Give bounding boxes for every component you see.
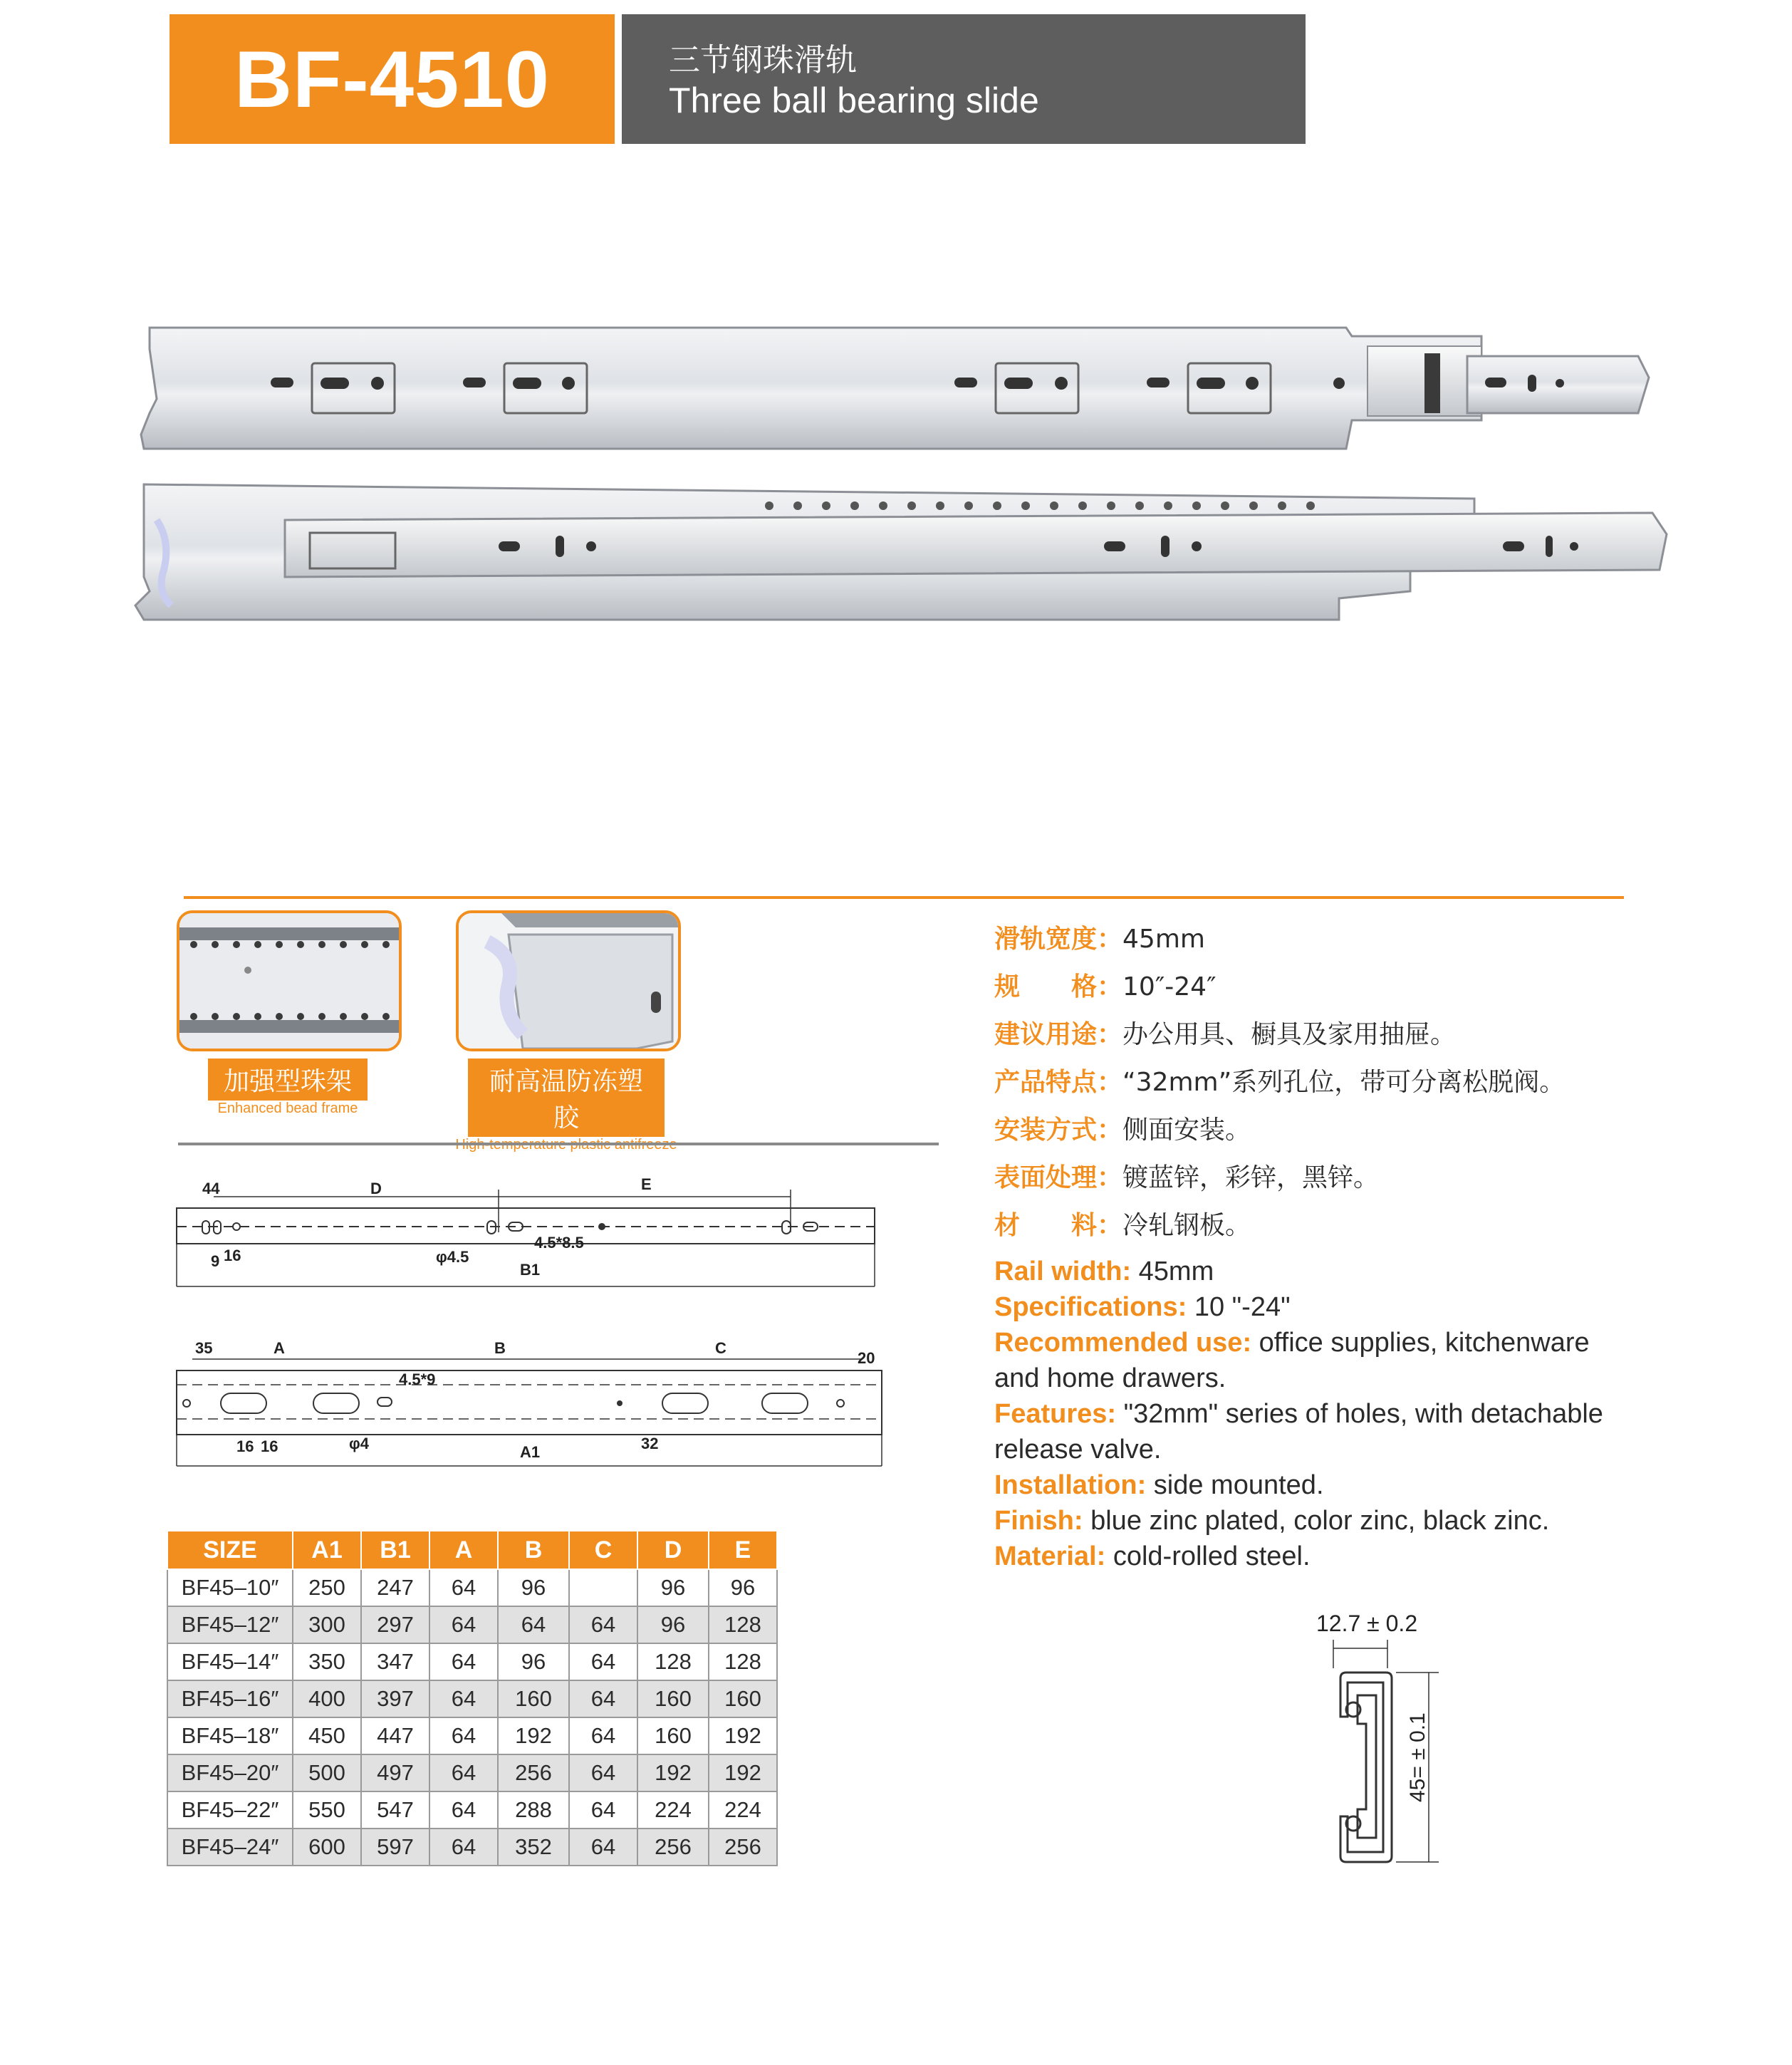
value-cell: 64 bbox=[429, 1717, 498, 1754]
dim-D: D bbox=[370, 1180, 382, 1197]
value-cell: 160 bbox=[498, 1680, 569, 1717]
spec-value: 侧面安装。 bbox=[1122, 1115, 1251, 1145]
value-cell: 64 bbox=[569, 1754, 637, 1791]
spec-en-finish bbox=[994, 1503, 1635, 1539]
table-header-row bbox=[167, 1531, 777, 1569]
title-english: Three ball bearing slide bbox=[669, 80, 1039, 120]
spec-value: 45mm bbox=[1131, 1257, 1214, 1286]
value-cell: 192 bbox=[709, 1754, 777, 1791]
dim-20: 20 bbox=[858, 1349, 875, 1367]
size-cell: BF45–10″ bbox=[167, 1569, 293, 1606]
value-cell: 224 bbox=[709, 1791, 777, 1829]
dim-16b: 16 bbox=[261, 1437, 278, 1455]
value-cell: 250 bbox=[293, 1569, 361, 1606]
spec-key: 建议用途： bbox=[994, 1020, 1123, 1049]
drawing-inner-rail bbox=[171, 1168, 890, 1296]
spec-key: 滑轨宽度： bbox=[994, 925, 1123, 954]
title-banner bbox=[622, 14, 1306, 144]
spec-key: 安装方式： bbox=[994, 1115, 1123, 1145]
value-cell: 550 bbox=[293, 1791, 361, 1829]
spec-cn-material bbox=[994, 1205, 1251, 1242]
spec-value: "32mm" series of holes, with detachable release valve. bbox=[994, 1399, 1603, 1465]
table-row bbox=[167, 1569, 777, 1606]
spec-en-specifications bbox=[994, 1289, 1635, 1325]
feature-image-plastic bbox=[456, 910, 681, 1051]
spec-value: 镀蓝锌，彩锌，黑锌。 bbox=[1122, 1163, 1380, 1192]
value-cell: 350 bbox=[293, 1643, 361, 1680]
value-cell bbox=[569, 1569, 637, 1606]
value-cell: 64 bbox=[569, 1791, 637, 1829]
spec-cn-install bbox=[994, 1110, 1251, 1146]
value-cell: 297 bbox=[361, 1606, 429, 1643]
dim-A1: A1 bbox=[520, 1443, 541, 1461]
value-cell: 96 bbox=[637, 1569, 709, 1606]
spec-key: Material: bbox=[994, 1541, 1106, 1571]
drawing-divider bbox=[178, 1143, 939, 1145]
spec-value: side mounted. bbox=[1146, 1470, 1324, 1500]
size-cell: BF45–22″ bbox=[167, 1791, 293, 1829]
dim-44: 44 bbox=[202, 1180, 220, 1197]
profile-height-label: 45= ± 0.1 bbox=[1406, 1712, 1429, 1802]
value-cell: 64 bbox=[569, 1680, 637, 1717]
value-cell: 64 bbox=[429, 1791, 498, 1829]
spec-value: blue zinc plated, color zinc, black zinc. bbox=[1083, 1506, 1550, 1536]
value-cell: 160 bbox=[637, 1680, 709, 1717]
spec-cn-use bbox=[994, 1014, 1456, 1051]
section-divider bbox=[184, 896, 1624, 899]
value-cell: 64 bbox=[429, 1754, 498, 1791]
dim-phi4: φ4 bbox=[349, 1435, 369, 1452]
size-cell: BF45–16″ bbox=[167, 1680, 293, 1717]
value-cell: 64 bbox=[569, 1829, 637, 1866]
value-cell: 96 bbox=[709, 1569, 777, 1606]
value-cell: 64 bbox=[569, 1643, 637, 1680]
dim-E: E bbox=[641, 1175, 652, 1193]
value-cell: 64 bbox=[569, 1606, 637, 1643]
value-cell: 128 bbox=[709, 1606, 777, 1643]
col-header: D bbox=[637, 1531, 709, 1569]
table-row bbox=[167, 1791, 777, 1829]
dim-35: 35 bbox=[195, 1339, 213, 1357]
dim-A: A bbox=[274, 1339, 285, 1357]
feature-label-cn: 加强型珠架 bbox=[208, 1058, 368, 1101]
value-cell: 352 bbox=[498, 1829, 569, 1866]
spec-key: Finish: bbox=[994, 1506, 1083, 1536]
spec-value: cold-rolled steel. bbox=[1105, 1541, 1311, 1571]
value-cell: 64 bbox=[429, 1643, 498, 1680]
feature-label-en: Enhanced bead frame bbox=[217, 1101, 358, 1116]
table-row bbox=[167, 1717, 777, 1754]
value-cell: 397 bbox=[361, 1680, 429, 1717]
drawing-outer-rail bbox=[171, 1325, 890, 1474]
table-row bbox=[167, 1680, 777, 1717]
dim-slot: 4.5*9 bbox=[399, 1370, 436, 1388]
rail-profile-drawing bbox=[1296, 1603, 1510, 1873]
feature-label-cn: 耐高温防冻塑胶 bbox=[468, 1058, 665, 1137]
spec-value: 办公用具、橱具及家用抽屉。 bbox=[1122, 1020, 1457, 1049]
feature-caption-plastic bbox=[442, 1058, 691, 1153]
size-cell: BF45–18″ bbox=[167, 1717, 293, 1754]
value-cell: 224 bbox=[637, 1791, 709, 1829]
value-cell: 96 bbox=[637, 1606, 709, 1643]
product-photo bbox=[128, 306, 1681, 641]
value-cell: 192 bbox=[709, 1717, 777, 1754]
value-cell: 192 bbox=[637, 1754, 709, 1791]
plastic-antifreeze-photo bbox=[459, 913, 678, 1049]
col-header: E bbox=[709, 1531, 777, 1569]
spec-key: 产品特点： bbox=[994, 1068, 1123, 1097]
spec-cn-rail-width bbox=[994, 919, 1205, 955]
size-cell: BF45–24″ bbox=[167, 1829, 293, 1866]
value-cell: 96 bbox=[498, 1569, 569, 1606]
feature-caption-bead-frame bbox=[208, 1058, 368, 1117]
spec-key: Rail width: bbox=[994, 1257, 1132, 1286]
value-cell: 160 bbox=[709, 1680, 777, 1717]
spec-key: 材 料： bbox=[994, 1211, 1123, 1240]
dim-B1: B1 bbox=[520, 1261, 541, 1279]
value-cell: 96 bbox=[498, 1643, 569, 1680]
value-cell: 547 bbox=[361, 1791, 429, 1829]
table-row bbox=[167, 1606, 777, 1643]
bead-frame-photo bbox=[179, 913, 399, 1049]
dim-phi45: φ4.5 bbox=[436, 1248, 469, 1266]
spec-en-recommended-use bbox=[994, 1325, 1635, 1396]
dim-16: 16 bbox=[224, 1247, 241, 1264]
spec-key: Installation: bbox=[994, 1470, 1147, 1500]
table-row bbox=[167, 1643, 777, 1680]
value-cell: 247 bbox=[361, 1569, 429, 1606]
value-cell: 192 bbox=[498, 1717, 569, 1754]
spec-key: 规 格： bbox=[994, 972, 1123, 1002]
spec-value: 冷轧钢板。 bbox=[1122, 1211, 1251, 1240]
col-header: B bbox=[498, 1531, 569, 1569]
spec-en-installation bbox=[994, 1467, 1635, 1503]
spec-key: Specifications: bbox=[994, 1292, 1187, 1322]
value-cell: 497 bbox=[361, 1754, 429, 1791]
value-cell: 64 bbox=[429, 1569, 498, 1606]
dim-9: 9 bbox=[211, 1252, 220, 1270]
value-cell: 160 bbox=[637, 1717, 709, 1754]
spec-key: Recommended use: bbox=[994, 1328, 1252, 1358]
spec-cn-size bbox=[994, 967, 1217, 1003]
model-number: BF-4510 bbox=[234, 34, 550, 124]
spec-en-rail-width bbox=[994, 1254, 1635, 1289]
value-cell: 347 bbox=[361, 1643, 429, 1680]
dim-slot: 4.5*8.5 bbox=[534, 1234, 584, 1252]
value-cell: 600 bbox=[293, 1829, 361, 1866]
value-cell: 64 bbox=[569, 1717, 637, 1754]
value-cell: 288 bbox=[498, 1791, 569, 1829]
spec-value: office supplies, kitchenware and home drawers. bbox=[994, 1328, 1590, 1393]
col-header: A bbox=[429, 1531, 498, 1569]
feature-image-bead-frame bbox=[177, 910, 402, 1051]
value-cell: 128 bbox=[709, 1643, 777, 1680]
value-cell: 256 bbox=[498, 1754, 569, 1791]
col-header: C bbox=[569, 1531, 637, 1569]
spec-cn-features bbox=[994, 1062, 1565, 1098]
dim-32: 32 bbox=[641, 1435, 659, 1452]
value-cell: 500 bbox=[293, 1754, 361, 1791]
profile-width-label: 12.7 ± 0.2 bbox=[1316, 1611, 1418, 1636]
spec-key: Features: bbox=[994, 1399, 1117, 1429]
value-cell: 597 bbox=[361, 1829, 429, 1866]
col-header: A1 bbox=[293, 1531, 361, 1569]
dim-16a: 16 bbox=[236, 1437, 254, 1455]
value-cell: 64 bbox=[429, 1829, 498, 1866]
spec-en-features bbox=[994, 1396, 1635, 1467]
value-cell: 64 bbox=[498, 1606, 569, 1643]
size-table bbox=[167, 1530, 778, 1866]
dim-B: B bbox=[494, 1339, 506, 1357]
spec-value: 10″-24″ bbox=[1122, 972, 1217, 1002]
title-chinese: 三节钢珠滑轨 bbox=[669, 42, 857, 78]
col-header: SIZE bbox=[167, 1531, 293, 1569]
col-header: B1 bbox=[361, 1531, 429, 1569]
value-cell: 256 bbox=[637, 1829, 709, 1866]
table-row bbox=[167, 1829, 777, 1866]
model-banner bbox=[170, 14, 615, 144]
table-row bbox=[167, 1754, 777, 1791]
value-cell: 300 bbox=[293, 1606, 361, 1643]
value-cell: 128 bbox=[637, 1643, 709, 1680]
spec-key: 表面处理： bbox=[994, 1163, 1123, 1192]
value-cell: 400 bbox=[293, 1680, 361, 1717]
value-cell: 64 bbox=[429, 1680, 498, 1717]
value-cell: 447 bbox=[361, 1717, 429, 1754]
value-cell: 256 bbox=[709, 1829, 777, 1866]
value-cell: 450 bbox=[293, 1717, 361, 1754]
size-cell: BF45–20″ bbox=[167, 1754, 293, 1791]
spec-en-list bbox=[994, 1254, 1635, 1574]
spec-value: “32mm”系列孔位，带可分离松脱阀。 bbox=[1122, 1068, 1566, 1097]
spec-en-material bbox=[994, 1539, 1635, 1574]
spec-value: 45mm bbox=[1122, 925, 1205, 954]
value-cell: 64 bbox=[429, 1606, 498, 1643]
spec-cn-finish bbox=[994, 1158, 1379, 1194]
dim-C: C bbox=[715, 1339, 726, 1357]
spec-value: 10 "-24" bbox=[1187, 1292, 1291, 1322]
size-cell: BF45–14″ bbox=[167, 1643, 293, 1680]
size-cell: BF45–12″ bbox=[167, 1606, 293, 1643]
